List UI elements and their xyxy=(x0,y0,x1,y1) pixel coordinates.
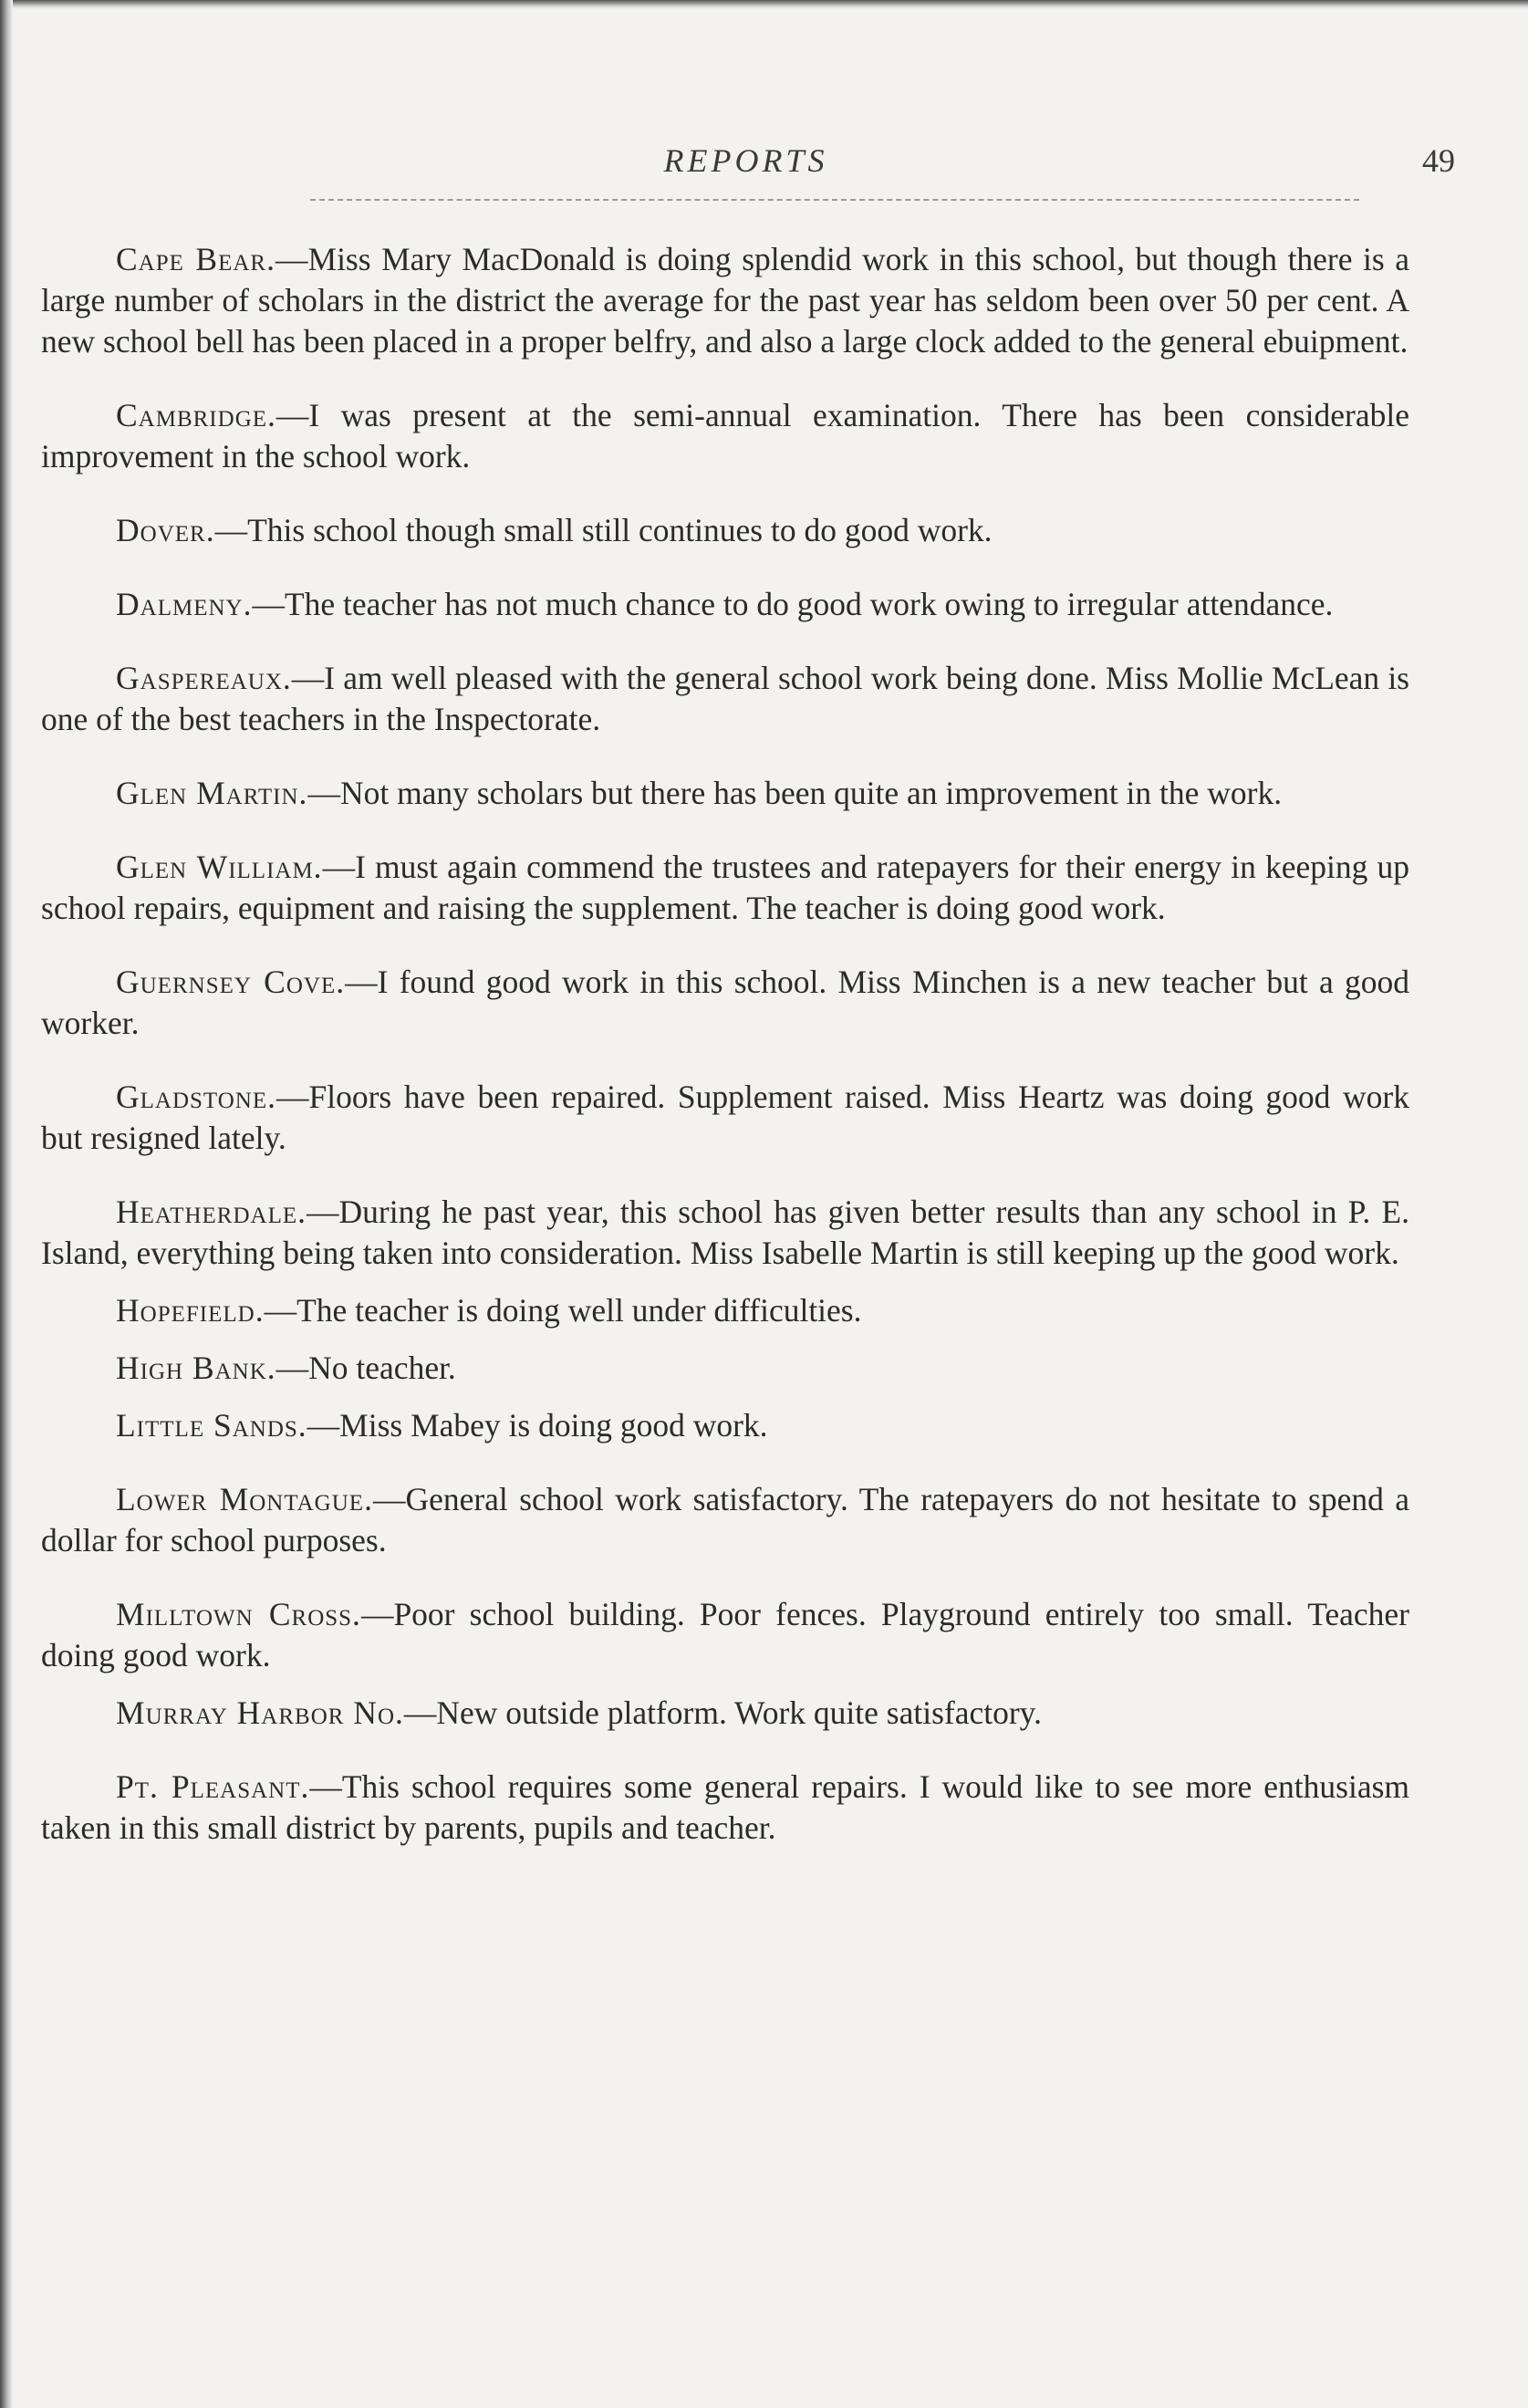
report-entry-heatherdale xyxy=(41,1192,1409,1274)
entry-text: —New outside platform. Work quite satisfactory. xyxy=(403,1694,1042,1731)
report-entry-dalmeny xyxy=(41,584,1409,625)
entry-place: Dover. xyxy=(116,512,215,548)
page-top-edge xyxy=(0,0,1528,9)
entry-text: —I must again commend the trustees and ratepayers for their energy in keeping up school repairs, equipment and raising the supplement. The teacher is doing good work. xyxy=(41,849,1409,926)
report-entry-dover xyxy=(41,510,1409,551)
entry-text: —I found good work in this school. Miss Minchen is a new teacher but a good worker. xyxy=(41,964,1409,1041)
report-entry-little-sands xyxy=(41,1405,1409,1446)
report-entry-pt-pleasant xyxy=(41,1767,1409,1849)
page-number: 49 xyxy=(1422,142,1455,179)
report-entry-murray-harbor xyxy=(41,1693,1409,1734)
report-entry-glen-william xyxy=(41,847,1409,929)
report-entry-hopefield xyxy=(41,1290,1409,1331)
page-left-edge xyxy=(0,0,13,2408)
entry-place: Glen William. xyxy=(116,849,323,885)
entry-place: Dalmeny. xyxy=(116,586,253,622)
entry-place: High Bank. xyxy=(116,1350,276,1386)
report-entry-milltown-cross xyxy=(41,1594,1409,1676)
report-entry-high-bank xyxy=(41,1348,1409,1389)
entry-place: Lower Montague. xyxy=(116,1481,373,1517)
entry-place: Gaspereaux. xyxy=(116,660,292,696)
entry-place: Cambridge. xyxy=(116,397,276,433)
entry-text: —The teacher is doing well under difficulties. xyxy=(264,1292,862,1329)
entry-place: Cape Bear. xyxy=(116,241,275,277)
entry-text: —I am well pleased with the general school work being done. Miss Mollie McLean is one of the best teachers in the Inspectorate. xyxy=(41,660,1409,737)
report-entry-gladstone xyxy=(41,1077,1409,1159)
report-entry-guernsey-cove xyxy=(41,962,1409,1044)
entry-text: —Poor school building. Poor fences. Playground entirely too small. Teacher doing good work. xyxy=(41,1596,1409,1673)
report-entry-cambridge xyxy=(41,395,1409,477)
header-rule xyxy=(310,199,1359,201)
entry-place: Pt. Pleasant. xyxy=(116,1768,310,1805)
report-entry-cape-bear xyxy=(41,239,1409,362)
entry-text: —I was present at the semi-annual examination. There has been considerable improvement in the school work. xyxy=(41,397,1409,474)
entry-place: Hopefield. xyxy=(116,1292,265,1329)
entry-text: —The teacher has not much chance to do good work owing to irregular attendance. xyxy=(252,586,1334,622)
entry-text: —During he past year, this school has given better results than any school in P. E. Island, everything being taken into consideration. Miss Isabelle Martin is still keeping up the good work. xyxy=(41,1194,1409,1271)
report-entry-glen-martin xyxy=(41,773,1409,814)
entry-place: Glen Martin. xyxy=(116,775,308,811)
entry-place: Guernsey Cove. xyxy=(116,964,346,1000)
report-body xyxy=(41,239,1409,1882)
entry-text: —Not many scholars but there has been quite an improvement in the work. xyxy=(307,775,1283,811)
entry-text: —Miss Mabey is doing good work. xyxy=(307,1407,768,1444)
report-entry-lower-montague xyxy=(41,1479,1409,1561)
entry-text: —General school work satisfactory. The ratepayers do not hesitate to spend a dollar for school purposes. xyxy=(41,1481,1409,1558)
entry-place: Heatherdale. xyxy=(116,1194,307,1230)
entry-text: —Miss Mary MacDonald is doing splendid work in this school, but though there is a large number of scholars in the district the average for the past year has seldom been over 50 per cent. A new school bell has been placed in a proper belfry, and also a large clock added to the general ebuipment. xyxy=(41,241,1409,360)
running-head xyxy=(36,141,1455,196)
entry-text: —No teacher. xyxy=(275,1350,456,1386)
entry-place: Milltown Cross. xyxy=(116,1596,361,1632)
entry-text: —This school requires some general repairs. I would like to see more enthusiasm taken in this small district by parents, pupils and teacher. xyxy=(41,1768,1410,1846)
entry-place: Little Sands. xyxy=(116,1407,307,1444)
entry-place: Murray Harbor No. xyxy=(116,1694,404,1731)
entry-place: Gladstone. xyxy=(116,1079,276,1115)
entry-text: —This school though small still continues to do good work. xyxy=(214,512,993,548)
entry-text: —Floors have been repaired. Supplement raised. Miss Heartz was doing good work but resigned lately. xyxy=(41,1079,1409,1156)
running-title: REPORTS xyxy=(663,142,828,179)
report-entry-gaspereaux xyxy=(41,658,1409,740)
